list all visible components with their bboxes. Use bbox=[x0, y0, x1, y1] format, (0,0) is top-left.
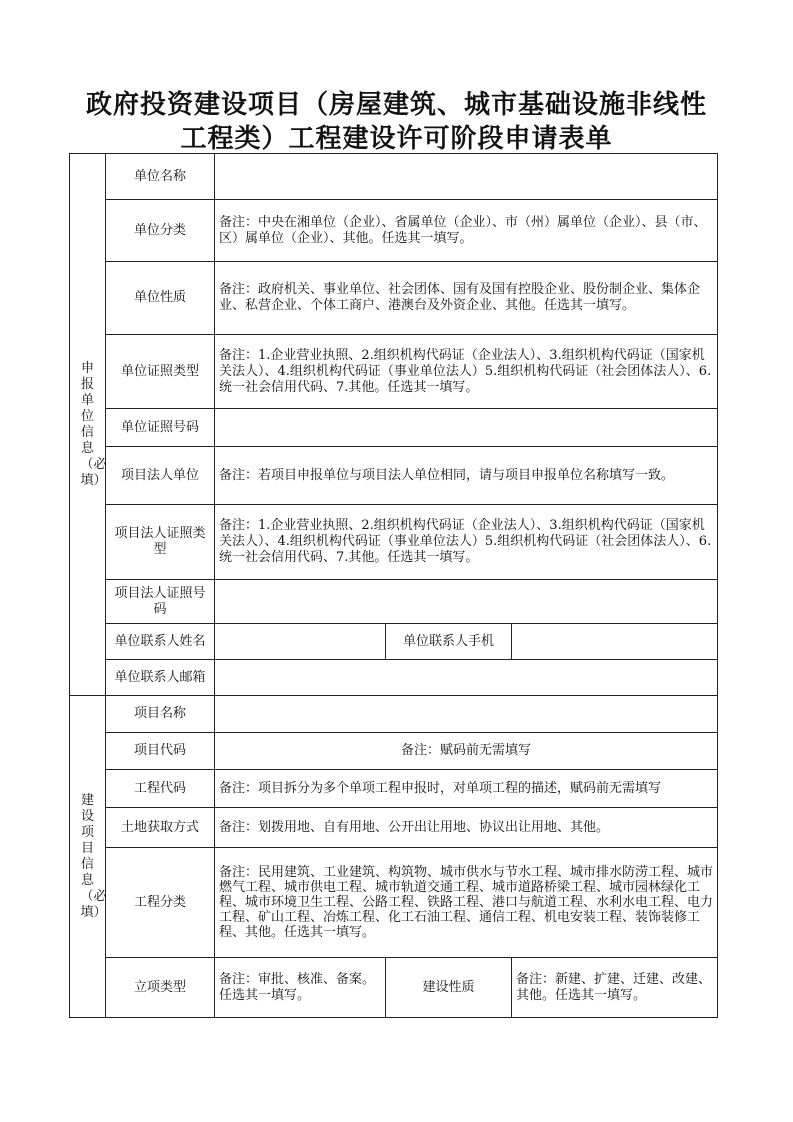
label-license-type: 单位证照类型 bbox=[106, 335, 215, 409]
application-form-table bbox=[69, 153, 718, 1018]
section-label-project: 建设项目信息（必填） bbox=[70, 696, 106, 1018]
field-contact-phone[interactable] bbox=[512, 624, 718, 660]
label-engineering-code: 工程代码 bbox=[106, 770, 215, 808]
field-project-name[interactable] bbox=[215, 696, 718, 733]
label-project-code: 项目代码 bbox=[106, 733, 215, 770]
label-construction-nature: 建设性质 bbox=[386, 958, 512, 1018]
label-engineering-category: 工程分类 bbox=[106, 848, 215, 958]
label-land-method: 土地获取方式 bbox=[106, 808, 215, 848]
label-approval-type: 立项类型 bbox=[106, 958, 215, 1018]
label-legal-license-type: 项目法人证照类型 bbox=[106, 505, 215, 580]
field-unit-name[interactable] bbox=[215, 154, 718, 200]
form-title-line1: 政府投资建设项目（房屋建筑、城市基础设施非线性 bbox=[85, 90, 707, 120]
field-engineering-code[interactable]: 备注：项目拆分为多个单项工程申报时，对单项工程的描述，赋码前无需填写 bbox=[215, 770, 718, 808]
field-legal-unit[interactable]: 备注：若项目申报单位与项目法人单位相同，请与项目申报单位名称填写一致。 bbox=[215, 447, 718, 505]
field-unit-nature[interactable]: 备注：政府机关、事业单位、社会团体、国有及国有控股企业、股份制企业、集体企业、私营企业、个体工商户、港澳台及外资企业、其他。任选其一填写。 bbox=[215, 262, 718, 335]
form-title-line2: 工程类）工程建设许可阶段申请表单 bbox=[180, 124, 613, 154]
label-project-name: 项目名称 bbox=[106, 696, 215, 733]
field-land-method[interactable]: 备注：划拨用地、自有用地、公开出让用地、协议出让用地、其他。 bbox=[215, 808, 718, 848]
label-legal-unit: 项目法人单位 bbox=[106, 447, 215, 505]
field-construction-nature[interactable]: 备注：新建、扩建、迁建、改建、其他。任选其一填写。 bbox=[512, 958, 718, 1018]
label-unit-category: 单位分类 bbox=[106, 200, 215, 262]
label-contact-name: 单位联系人姓名 bbox=[106, 624, 215, 660]
label-contact-phone: 单位联系人手机 bbox=[386, 624, 512, 660]
field-project-code[interactable]: 备注：赋码前无需填写 bbox=[215, 733, 718, 770]
field-unit-category[interactable]: 备注：中央在湘单位（企业）、省属单位（企业）、市（州）属单位（企业）、县（市、区）属单位（企业）、其他。任选其一填写。 bbox=[215, 200, 718, 262]
section-label-applicant: 申报单位信息（必填） bbox=[70, 154, 106, 696]
field-approval-type[interactable]: 备注：审批、核准、备案。任选其一填写。 bbox=[215, 958, 386, 1018]
label-contact-email: 单位联系人邮箱 bbox=[106, 660, 215, 696]
field-contact-name[interactable] bbox=[215, 624, 386, 660]
field-contact-email[interactable] bbox=[215, 660, 718, 696]
field-license-type[interactable]: 备注：1.企业营业执照、2.组织机构代码证（企业法人）、3.组织机构代码证（国家机关法人）、4.组织机构代码证（事业单位法人）5.组织机构代码证（社会团体法人）、6.统一社会信用代码、7.其他。任选其一填写。 bbox=[215, 335, 718, 409]
label-unit-name: 单位名称 bbox=[106, 154, 215, 200]
label-license-no: 单位证照号码 bbox=[106, 409, 215, 447]
field-license-no[interactable] bbox=[215, 409, 718, 447]
field-engineering-category[interactable]: 备注：民用建筑、工业建筑、构筑物、城市供水与节水工程、城市排水防涝工程、城市燃气工程、城市供电工程、城市轨道交通工程、城市道路桥梁工程、城市园林绿化工程、城市环境卫生工程、公路工程、铁路工程、港口与航道工程、水利水电工程、电力工程、矿山工程、冶炼工程、化工石油工程、通信工程、机电安装工程、装饰装修工程、其他。任选其一填写。 bbox=[215, 848, 718, 958]
label-legal-license-no: 项目法人证照号码 bbox=[106, 580, 215, 624]
label-unit-nature: 单位性质 bbox=[106, 262, 215, 335]
field-legal-license-no[interactable] bbox=[215, 580, 718, 624]
field-legal-license-type[interactable]: 备注：1.企业营业执照、2.组织机构代码证（企业法人）、3.组织机构代码证（国家机关法人）、4.组织机构代码证（事业单位法人）5.组织机构代码证（社会团体法人）、6.统一社会信用代码、7.其他。任选其一填写。 bbox=[215, 505, 718, 580]
